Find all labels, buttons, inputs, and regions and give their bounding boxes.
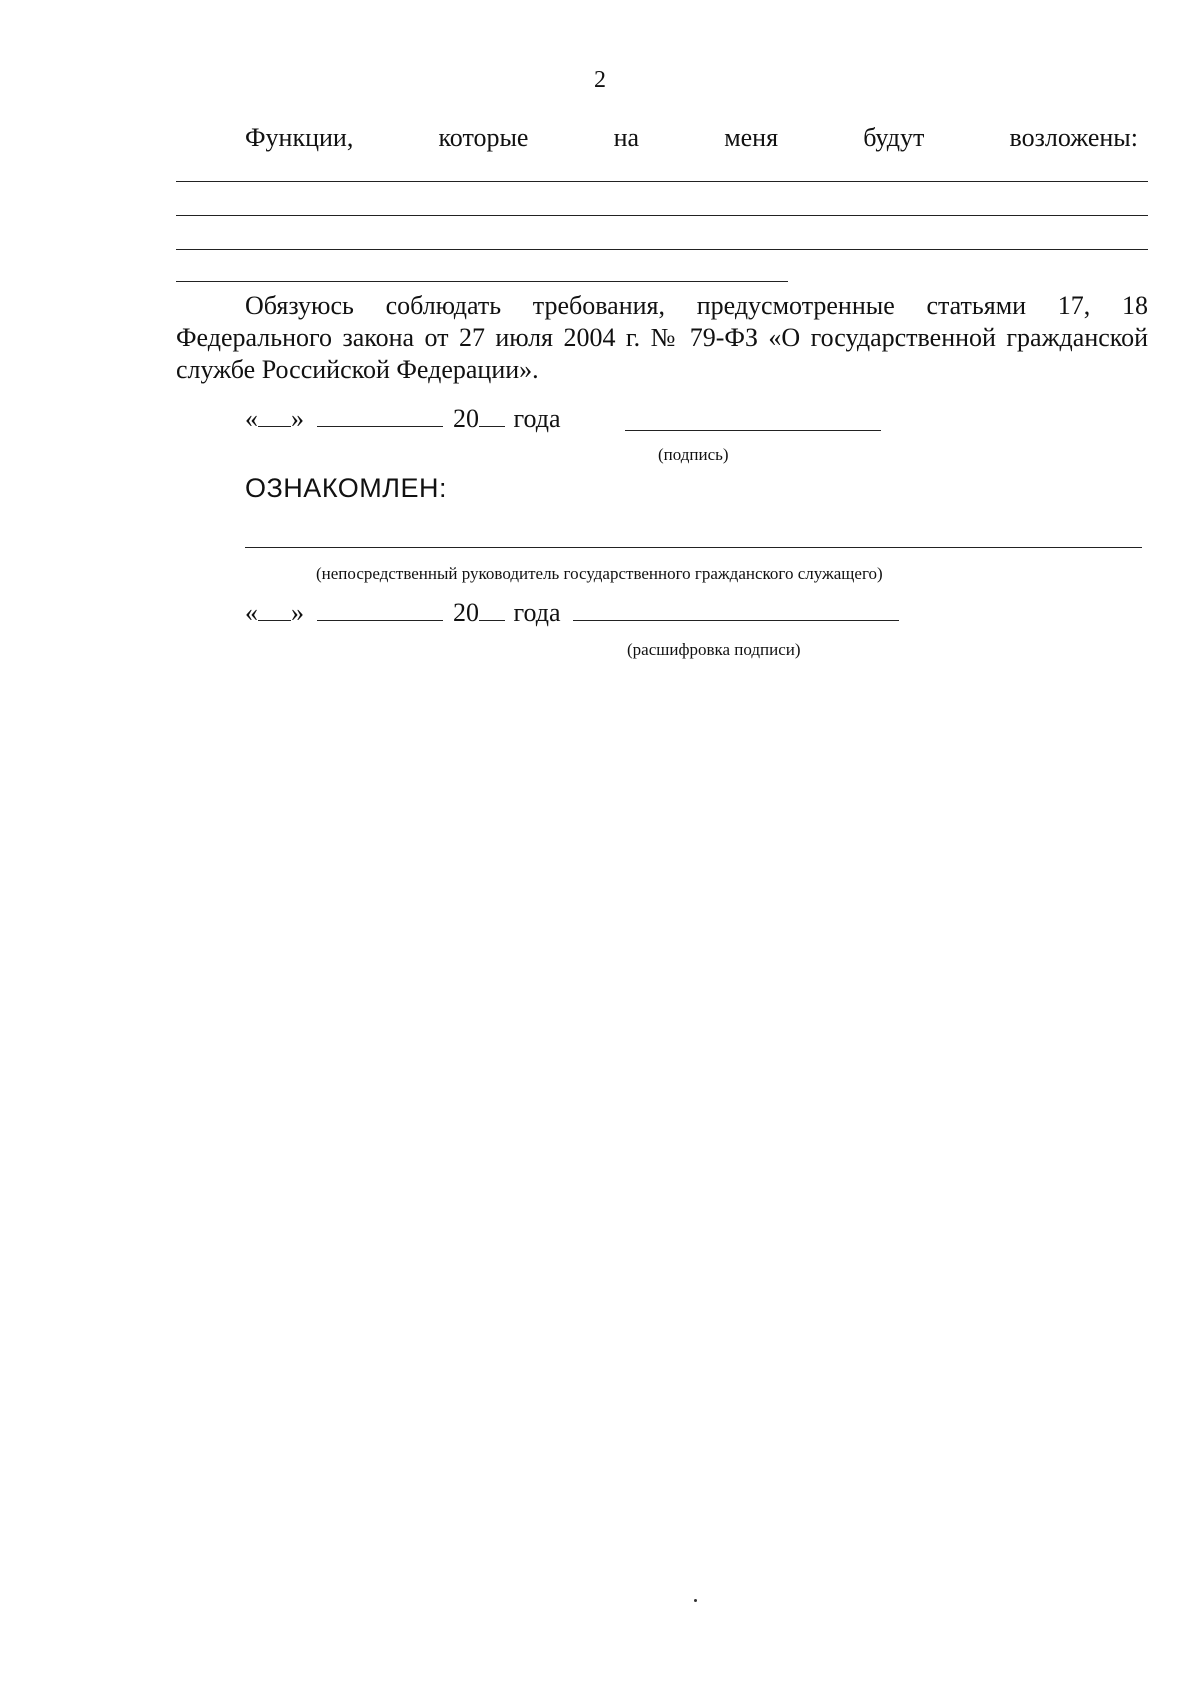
functions-word: возложены:	[1009, 123, 1138, 152]
signature-caption: (подпись)	[658, 445, 729, 464]
month-blank[interactable]	[317, 402, 443, 427]
date-close-quote: »	[291, 404, 304, 433]
functions-blank-line-1[interactable]	[176, 181, 1148, 182]
functions-word: Функции,	[245, 123, 354, 152]
day-blank[interactable]	[258, 596, 291, 621]
functions-blank-line-3[interactable]	[176, 249, 1148, 250]
page-number: 2	[594, 67, 606, 93]
obligation-text: Обязуюсь соблюдать требования, предусмотренные статьями 17, 18 Федерального закона от 27 июля 2004 г. № 79-ФЗ «О государственной гражданской службе Российской Федерации».	[176, 291, 1148, 384]
day-blank[interactable]	[258, 402, 291, 427]
year-prefix: 20	[453, 598, 479, 627]
signature-decoding-caption: (расшифровка подписи)	[627, 640, 801, 659]
signature-decoding-blank[interactable]	[573, 596, 899, 621]
functions-word: будут	[863, 123, 925, 152]
functions-word: которые	[438, 123, 529, 152]
acquainted-label: ОЗНАКОМЛЕН:	[245, 473, 447, 503]
year-blank[interactable]	[479, 402, 505, 427]
year-prefix: 20	[453, 404, 479, 433]
functions-statement	[245, 122, 1138, 154]
year-word: года	[513, 598, 561, 627]
date-close-quote: »	[291, 598, 304, 627]
supervisor-caption: (непосредственный руководитель государственного гражданского служащего)	[316, 564, 883, 583]
year-blank[interactable]	[479, 596, 505, 621]
signature-line[interactable]	[625, 430, 881, 431]
functions-word: меня	[724, 123, 779, 152]
functions-blank-line-2[interactable]	[176, 215, 1148, 216]
functions-word: на	[613, 123, 640, 152]
supervisor-line[interactable]	[245, 547, 1142, 548]
date-row-signature	[245, 402, 561, 435]
date-open-quote: «	[245, 404, 258, 433]
date-open-quote: «	[245, 598, 258, 627]
year-word: года	[513, 404, 561, 433]
functions-blank-line-4[interactable]	[176, 281, 788, 282]
obligation-paragraph	[176, 290, 1148, 386]
date-row-decoding	[245, 596, 899, 629]
month-blank[interactable]	[317, 596, 443, 621]
scan-speck	[694, 1599, 697, 1602]
